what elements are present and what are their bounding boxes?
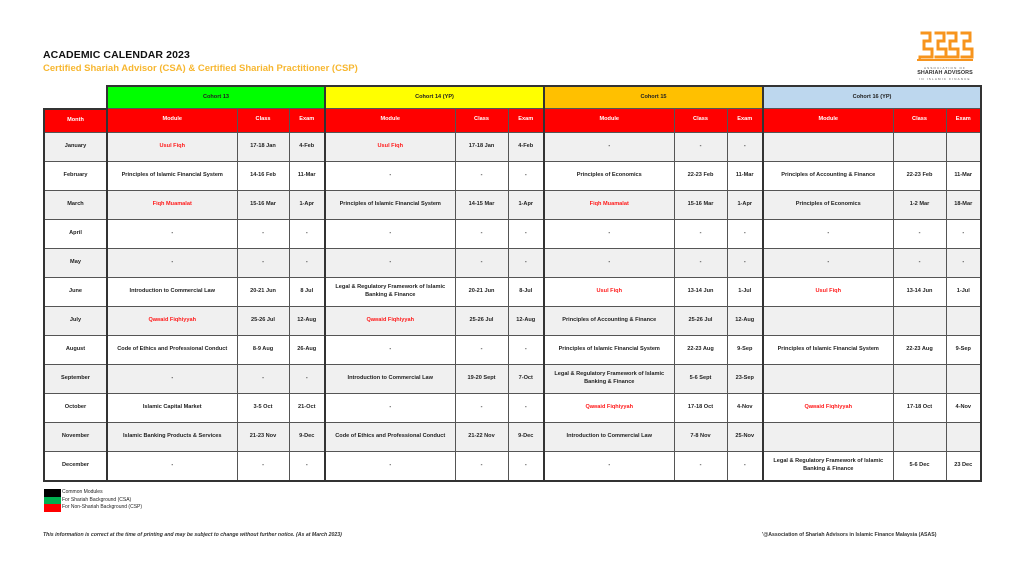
exam-cell-c16 (946, 306, 981, 335)
class-cell-c13: 25-26 Jul (237, 306, 289, 335)
class-cell-c15: 22-23 Aug (674, 335, 727, 364)
cohort-15-header: Cohort 15 (544, 86, 763, 109)
module-cell-c16: - (763, 219, 893, 248)
col-class-c13: Class (237, 109, 289, 133)
exam-cell-c15: 12-Aug (727, 306, 763, 335)
exam-cell-c15: 1-Apr (727, 190, 763, 219)
exam-cell-c13: - (289, 219, 325, 248)
class-cell-c16: 1-2 Mar (893, 190, 946, 219)
logo-text-top: ASSOCIATION OF (923, 66, 967, 70)
exam-cell-c15: 25-Nov (727, 422, 763, 451)
module-cell-c14: Usul Fiqh (325, 132, 455, 161)
cohort-14-header: Cohort 14 (YP) (325, 86, 544, 109)
col-module-c14: Module (325, 109, 455, 133)
exam-cell-c16 (946, 422, 981, 451)
module-cell-c16: - (763, 248, 893, 277)
calendar-row-february (44, 161, 981, 190)
class-cell-c15: - (674, 248, 727, 277)
month-cell: May (44, 248, 107, 277)
exam-cell-c15: 1-Jul (727, 277, 763, 306)
calendar-row-january (44, 132, 981, 161)
exam-cell-c14: 4-Feb (508, 132, 544, 161)
exam-cell-c16 (946, 364, 981, 393)
copyright-notice: '@Association of Shariah Advisors in Islamic Finance Malaysia (ASAS) (762, 532, 937, 538)
module-cell-c14: - (325, 335, 455, 364)
class-cell-c16: 22-23 Aug (893, 335, 946, 364)
module-cell-c15: Introduction to Commercial Law (544, 422, 674, 451)
legend-label: Common Modules (62, 489, 103, 495)
month-cell: January (44, 132, 107, 161)
col-module-c15: Module (544, 109, 674, 133)
class-cell-c13: 14-16 Feb (237, 161, 289, 190)
class-cell-c14: 14-15 Mar (455, 190, 508, 219)
exam-cell-c15: - (727, 219, 763, 248)
exam-cell-c13: - (289, 248, 325, 277)
class-cell-c13: 3-5 Oct (237, 393, 289, 422)
academic-calendar-table (43, 85, 982, 482)
col-exam-c13: Exam (289, 109, 325, 133)
module-cell-c16 (763, 132, 893, 161)
class-cell-c13: 17-18 Jan (237, 132, 289, 161)
legend-swatch-black (44, 489, 61, 497)
cohort-header-row (44, 86, 981, 109)
exam-cell-c16: 4-Nov (946, 393, 981, 422)
class-cell-c16: 13-14 Jun (893, 277, 946, 306)
exam-cell-c14: 8-Jul (508, 277, 544, 306)
module-cell-c13: - (107, 451, 237, 481)
class-cell-c13: 20-21 Jun (237, 277, 289, 306)
module-cell-c14: - (325, 451, 455, 481)
col-class-c15: Class (674, 109, 727, 133)
calendar-body (44, 132, 981, 481)
module-cell-c14: Qawaid Fiqhiyyah (325, 306, 455, 335)
class-cell-c15: 7-8 Nov (674, 422, 727, 451)
module-cell-c15: Principles of Accounting & Finance (544, 306, 674, 335)
class-cell-c14: - (455, 393, 508, 422)
class-cell-c13: - (237, 364, 289, 393)
exam-cell-c14: 9-Dec (508, 422, 544, 451)
page-subtitle: Certified Shariah Advisor (CSA) & Certified Shariah Practitioner (CSP) (43, 63, 358, 74)
month-cell: June (44, 277, 107, 306)
class-cell-c15: - (674, 451, 727, 481)
module-cell-c15: - (544, 451, 674, 481)
logo-text-bottom: IN ISLAMIC FINANCE (919, 77, 971, 81)
module-cell-c14: - (325, 161, 455, 190)
module-cell-c13: Fiqh Muamalat (107, 190, 237, 219)
exam-cell-c13: 12-Aug (289, 306, 325, 335)
class-cell-c14: 20-21 Jun (455, 277, 508, 306)
module-cell-c14: Legal & Regulatory Framework of Islamic Banking & Finance (325, 277, 455, 306)
class-cell-c16 (893, 306, 946, 335)
class-cell-c14: - (455, 161, 508, 190)
calendar-row-june (44, 277, 981, 306)
class-cell-c14: - (455, 219, 508, 248)
asas-logo (910, 30, 980, 84)
col-class-c14: Class (455, 109, 508, 133)
exam-cell-c14: - (508, 219, 544, 248)
calendar-row-march (44, 190, 981, 219)
exam-cell-c16: 9-Sep (946, 335, 981, 364)
exam-cell-c15: 4-Nov (727, 393, 763, 422)
class-cell-c15: - (674, 219, 727, 248)
class-cell-c15: 17-18 Oct (674, 393, 727, 422)
module-cell-c13: - (107, 248, 237, 277)
class-cell-c14: 21-22 Nov (455, 422, 508, 451)
module-cell-c14: Introduction to Commercial Law (325, 364, 455, 393)
class-cell-c16 (893, 132, 946, 161)
module-cell-c15: Principles of Islamic Financial System (544, 335, 674, 364)
calendar-row-september (44, 364, 981, 393)
module-cell-c16 (763, 306, 893, 335)
module-cell-c15: Qawaid Fiqhiyyah (544, 393, 674, 422)
calendar-row-july (44, 306, 981, 335)
class-cell-c14: 19-20 Sept (455, 364, 508, 393)
class-cell-c16: 5-6 Dec (893, 451, 946, 481)
exam-cell-c14: 1-Apr (508, 190, 544, 219)
module-cell-c16 (763, 364, 893, 393)
col-module-c13: Module (107, 109, 237, 133)
blank-corner (44, 86, 107, 109)
exam-cell-c16 (946, 132, 981, 161)
module-cell-c14: - (325, 219, 455, 248)
month-cell: August (44, 335, 107, 364)
exam-cell-c13: 8 Jul (289, 277, 325, 306)
exam-cell-c15: - (727, 248, 763, 277)
module-cell-c15: Legal & Regulatory Framework of Islamic Banking & Finance (544, 364, 674, 393)
module-cell-c14: Code of Ethics and Professional Conduct (325, 422, 455, 451)
class-cell-c16: - (893, 219, 946, 248)
class-cell-c13: 15-16 Mar (237, 190, 289, 219)
calendar-row-october (44, 393, 981, 422)
exam-cell-c16: - (946, 219, 981, 248)
exam-cell-c15: 23-Sep (727, 364, 763, 393)
exam-cell-c13: 21-Oct (289, 393, 325, 422)
module-cell-c16: Principles of Islamic Financial System (763, 335, 893, 364)
month-cell: December (44, 451, 107, 481)
calendar-row-may (44, 248, 981, 277)
month-cell: October (44, 393, 107, 422)
exam-cell-c16: 23 Dec (946, 451, 981, 481)
asas-logo-icon (916, 30, 974, 64)
class-cell-c16: 22-23 Feb (893, 161, 946, 190)
calendar-row-august (44, 335, 981, 364)
col-exam-c14: Exam (508, 109, 544, 133)
exam-cell-c14: - (508, 393, 544, 422)
module-cell-c13: Principles of Islamic Financial System (107, 161, 237, 190)
exam-cell-c13: - (289, 451, 325, 481)
class-cell-c16 (893, 422, 946, 451)
module-cell-c16: Legal & Regulatory Framework of Islamic Banking & Finance (763, 451, 893, 481)
cohort-13-header: Cohort 13 (107, 86, 325, 109)
exam-cell-c15: - (727, 451, 763, 481)
month-cell: September (44, 364, 107, 393)
module-cell-c13: Code of Ethics and Professional Conduct (107, 335, 237, 364)
col-exam-c16: Exam (946, 109, 981, 133)
module-cell-c13: - (107, 219, 237, 248)
class-cell-c15: - (674, 132, 727, 161)
exam-cell-c16: 18-Mar (946, 190, 981, 219)
cohort-16-header: Cohort 16 (YP) (763, 86, 981, 109)
exam-cell-c14: - (508, 248, 544, 277)
module-cell-c14: Principles of Islamic Financial System (325, 190, 455, 219)
class-cell-c16 (893, 364, 946, 393)
exam-cell-c15: 11-Mar (727, 161, 763, 190)
month-cell: February (44, 161, 107, 190)
class-cell-c14: 17-18 Jan (455, 132, 508, 161)
module-cell-c16: Principles of Economics (763, 190, 893, 219)
legend-label: For Shariah Background (CSA) (62, 496, 132, 503)
module-cell-c13: Islamic Banking Products & Services (107, 422, 237, 451)
exam-cell-c14: 7-Oct (508, 364, 544, 393)
module-cell-c14: - (325, 248, 455, 277)
class-cell-c13: - (237, 451, 289, 481)
exam-cell-c13: 1-Apr (289, 190, 325, 219)
exam-cell-c14: - (508, 161, 544, 190)
module-cell-c14: - (325, 393, 455, 422)
module-cell-c15: Usul Fiqh (544, 277, 674, 306)
class-cell-c13: - (237, 219, 289, 248)
page-title: ACADEMIC CALENDAR 2023 (43, 49, 190, 61)
class-cell-c14: - (455, 335, 508, 364)
class-cell-c13: 8-9 Aug (237, 335, 289, 364)
month-cell: April (44, 219, 107, 248)
class-cell-c16: - (893, 248, 946, 277)
legend-swatch-green (44, 497, 61, 505)
exam-cell-c16: 11-Mar (946, 161, 981, 190)
module-cell-c15: Principles of Economics (544, 161, 674, 190)
col-class-c16: Class (893, 109, 946, 133)
exam-cell-c14: - (508, 335, 544, 364)
module-cell-c15: Fiqh Muamalat (544, 190, 674, 219)
class-cell-c15: 25-26 Jul (674, 306, 727, 335)
calendar-row-december (44, 451, 981, 481)
module-cell-c15: - (544, 219, 674, 248)
module-cell-c13: Islamic Capital Market (107, 393, 237, 422)
module-cell-c15: - (544, 132, 674, 161)
class-cell-c15: 22-23 Feb (674, 161, 727, 190)
month-cell: July (44, 306, 107, 335)
module-cell-c13: Usul Fiqh (107, 132, 237, 161)
exam-cell-c15: - (727, 132, 763, 161)
exam-cell-c13: 4-Feb (289, 132, 325, 161)
exam-cell-c14: - (508, 451, 544, 481)
class-cell-c16: 17-18 Oct (893, 393, 946, 422)
col-month: Month (44, 109, 107, 133)
col-module-c16: Module (763, 109, 893, 133)
module-cell-c13: Introduction to Commercial Law (107, 277, 237, 306)
module-cell-c15: - (544, 248, 674, 277)
month-cell: March (44, 190, 107, 219)
class-cell-c15: 15-16 Mar (674, 190, 727, 219)
exam-cell-c13: 26-Aug (289, 335, 325, 364)
class-cell-c14: 25-26 Jul (455, 306, 508, 335)
calendar-row-november (44, 422, 981, 451)
disclaimer-note: This information is correct at the time of printing and may be subject to change without further notice. (As at March 2023) (43, 532, 342, 538)
class-cell-c15: 13-14 Jun (674, 277, 727, 306)
exam-cell-c13: 11-Mar (289, 161, 325, 190)
exam-cell-c13: - (289, 364, 325, 393)
module-cell-c16: Principles of Accounting & Finance (763, 161, 893, 190)
module-cell-c13: Qawaid Fiqhiyyah (107, 306, 237, 335)
legend-swatch-red (44, 504, 61, 512)
module-cell-c16: Qawaid Fiqhiyyah (763, 393, 893, 422)
month-cell: November (44, 422, 107, 451)
col-exam-c15: Exam (727, 109, 763, 133)
module-cell-c13: - (107, 364, 237, 393)
exam-cell-c15: 9-Sep (727, 335, 763, 364)
class-cell-c13: 21-23 Nov (237, 422, 289, 451)
calendar-row-april (44, 219, 981, 248)
class-cell-c13: - (237, 248, 289, 277)
column-header-row (44, 109, 981, 133)
exam-cell-c13: 9-Dec (289, 422, 325, 451)
exam-cell-c16: - (946, 248, 981, 277)
class-cell-c14: - (455, 451, 508, 481)
class-cell-c15: 5-6 Sept (674, 364, 727, 393)
exam-cell-c16: 1-Jul (946, 277, 981, 306)
logo-text-main: SHARIAH ADVISORS (917, 70, 973, 76)
module-cell-c16 (763, 422, 893, 451)
exam-cell-c14: 12-Aug (508, 306, 544, 335)
class-cell-c14: - (455, 248, 508, 277)
legend-label: For Non-Shariah Background (CSP) (62, 504, 143, 510)
module-cell-c16: Usul Fiqh (763, 277, 893, 306)
